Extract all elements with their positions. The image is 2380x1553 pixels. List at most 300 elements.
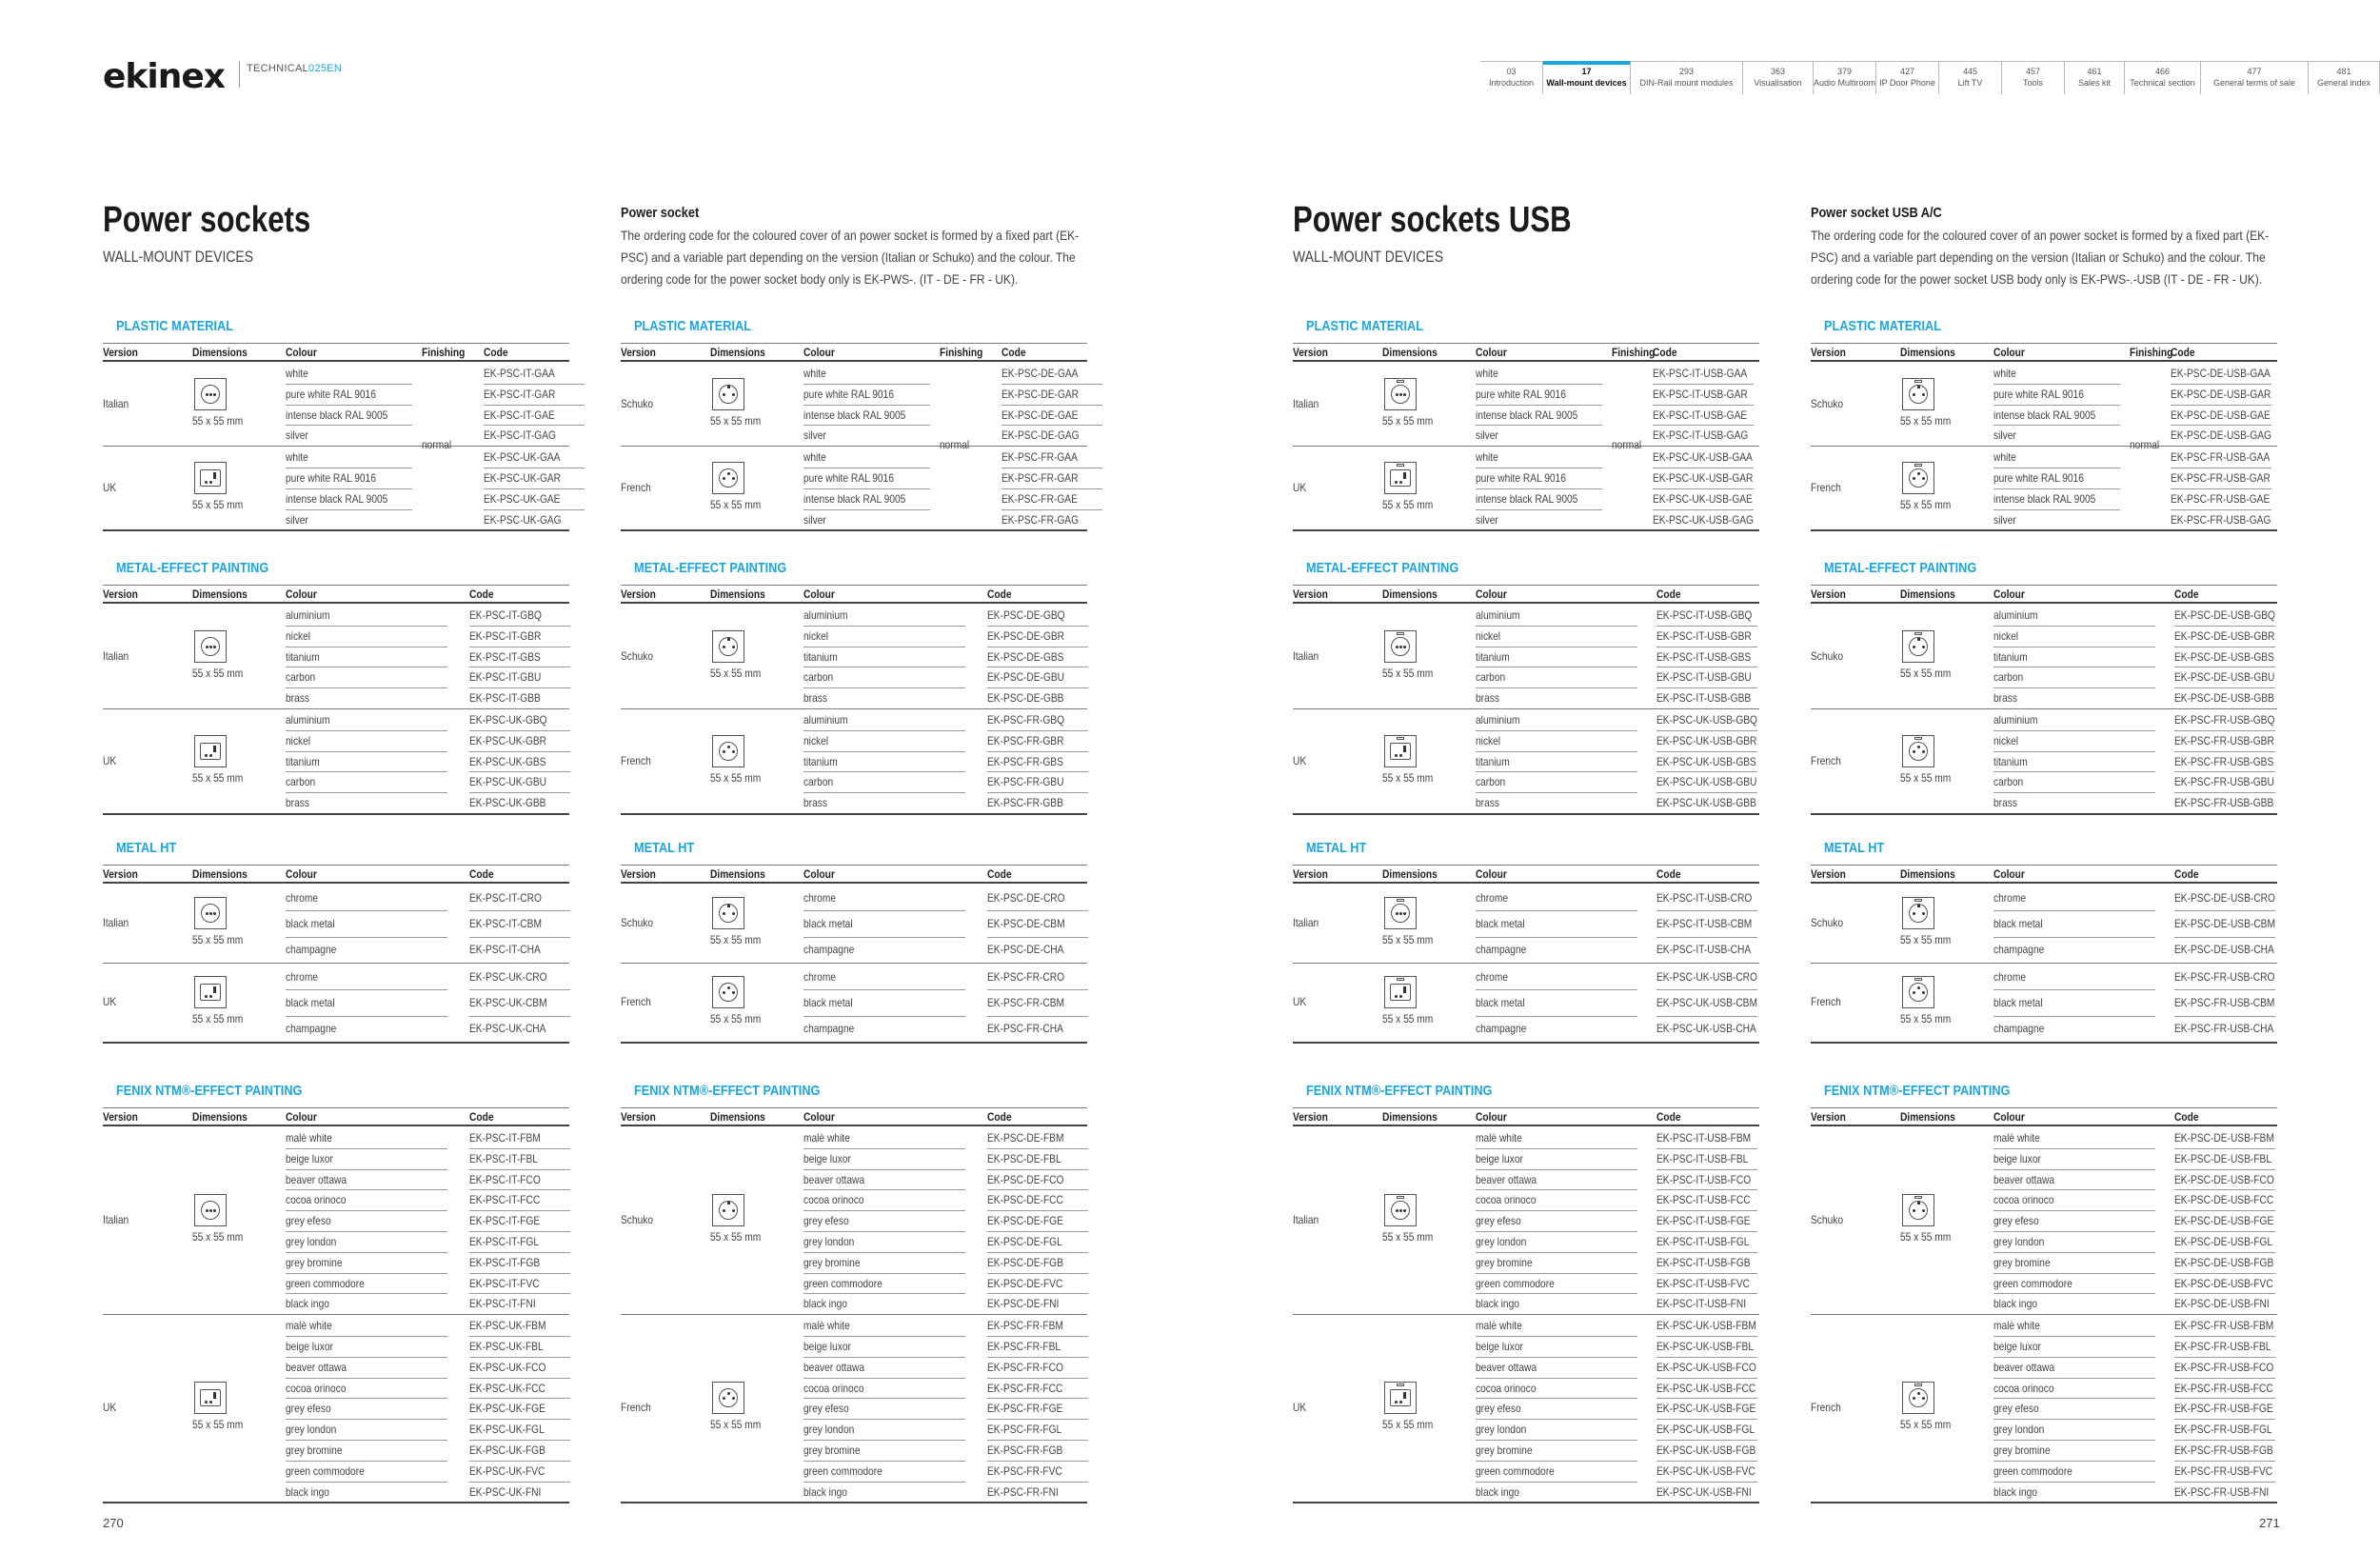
colour-cell: beaver ottawa <box>1476 1360 1537 1374</box>
header-colour: Colour <box>1993 1110 2025 1124</box>
row-rule <box>803 1189 965 1190</box>
code-prefix: EK-PSC-IT-USB- <box>1656 943 1731 957</box>
nav-item[interactable] <box>2309 62 2380 94</box>
row-rule <box>2174 626 2275 627</box>
code-prefix: EK-PSC-UK- <box>469 712 526 727</box>
row-rule <box>2174 751 2275 752</box>
code-cell <box>2174 1235 2272 1248</box>
code-cell <box>469 1131 541 1145</box>
code-suffix: FBL <box>520 1151 538 1165</box>
colour-cell: chrome <box>803 890 837 905</box>
row-rule <box>286 1378 447 1379</box>
socket-face-icon <box>200 743 221 760</box>
code-cell <box>469 1340 544 1353</box>
code-prefix: EK-PSC-DE-USB- <box>2174 916 2254 930</box>
nav-item[interactable] <box>1876 62 1939 94</box>
socket-pin-icon <box>723 750 725 753</box>
earth-clip-icon <box>1917 905 1920 907</box>
row-rule <box>987 1148 1088 1149</box>
code-suffix: GAR <box>534 387 556 401</box>
code-prefix: EK-PSC-FR-USB- <box>2174 1022 2253 1036</box>
code-suffix: FNI <box>520 1297 536 1311</box>
colour-cell: grey bromine <box>286 1255 343 1269</box>
row-rule <box>987 1461 1088 1462</box>
colour-cell: beige luxor <box>1476 1339 1523 1353</box>
colour-cell: intense black RAL 9005 <box>803 408 906 422</box>
code-suffix: GBU <box>520 670 542 685</box>
code-prefix: EK-PSC-DE- <box>987 670 1043 685</box>
socket-icon <box>1902 735 1934 767</box>
code-prefix: EK-PSC-FR- <box>987 1022 1043 1036</box>
earth-slot-icon <box>213 1392 216 1399</box>
socket-pin-icon <box>1922 750 1925 753</box>
code-prefix: EK-PSC-DE-USB- <box>2171 408 2251 422</box>
version-label: French <box>621 1401 651 1415</box>
row-rule <box>2174 1440 2275 1441</box>
code-suffix: GAE <box>2249 491 2271 506</box>
row-rule <box>469 1148 570 1149</box>
header-code: Code <box>987 867 1012 881</box>
code-prefix: EK-PSC-UK- <box>469 995 526 1009</box>
nav-item[interactable] <box>2065 62 2125 94</box>
code-suffix: GAR <box>2249 470 2271 485</box>
code-suffix: FGL <box>1735 1423 1755 1437</box>
version-label: UK <box>103 994 117 1008</box>
section-title: FENIX NTM®-EFFECT PAINTING <box>1306 1083 1493 1099</box>
row-rule <box>286 1419 447 1420</box>
code-cell <box>1656 650 1751 664</box>
code-cell <box>1656 1214 1751 1227</box>
colour-cell: grey bromine <box>1993 1255 2051 1269</box>
nav-item[interactable] <box>1939 62 2002 94</box>
socket-pin-icon <box>213 646 216 648</box>
colour-cell: malè white <box>286 1319 332 1333</box>
nav-item[interactable] <box>1814 62 1876 94</box>
usb-port-icon <box>1397 978 1404 981</box>
colour-cell: nickel <box>803 733 829 747</box>
code-prefix: EK-PSC-UK-USB- <box>1656 796 1736 810</box>
code-suffix: FBL <box>1735 1339 1755 1353</box>
row-rule <box>1656 771 1757 772</box>
colour-cell: malè white <box>803 1319 850 1333</box>
nav-item[interactable] <box>1543 61 1631 94</box>
code-suffix: FVC <box>520 1276 540 1290</box>
code-prefix: EK-PSC-UK- <box>484 512 540 527</box>
code-prefix: EK-PSC-DE-USB- <box>2171 428 2251 443</box>
code-cell <box>1002 450 1078 464</box>
socket-pin-icon <box>206 912 208 915</box>
header-dimensions: Dimensions <box>1900 587 1955 601</box>
row-rule <box>484 384 585 385</box>
nav-item[interactable] <box>1631 62 1743 94</box>
tag-prefix: TECHNICAL <box>247 63 309 74</box>
row-rule <box>286 1293 447 1294</box>
table-bottom-rule <box>1811 1502 2277 1503</box>
nav-item[interactable] <box>2125 62 2201 94</box>
version-label: UK <box>103 1401 117 1415</box>
socket-pin-icon <box>723 991 725 994</box>
header-code: Code <box>987 1110 1012 1124</box>
code-prefix: EK-PSC-UK- <box>469 1463 526 1478</box>
dimension-label: 55 x 55 mm <box>710 1230 762 1244</box>
code-cell <box>2174 1214 2273 1227</box>
row-rule <box>1656 1482 1757 1483</box>
colour-cell: brass <box>803 796 827 810</box>
code-suffix: GBB <box>520 691 541 706</box>
colour-cell: silver <box>286 428 308 443</box>
colour-cell: nickel <box>286 733 311 747</box>
usb-port-icon <box>1397 1196 1404 1199</box>
code-suffix: CRO <box>2253 890 2275 905</box>
header-dimensions: Dimensions <box>710 587 765 601</box>
code-suffix: GAA <box>1057 450 1078 465</box>
code-prefix: EK-PSC-IT- <box>484 428 535 443</box>
code-suffix: FCC <box>1042 1381 1063 1395</box>
dimension-label: 55 x 55 mm <box>1900 1230 1952 1244</box>
header-colour: Colour <box>1993 346 2025 359</box>
row-rule <box>2174 937 2275 938</box>
row-rule <box>286 1440 447 1441</box>
colour-cell: black ingo <box>1476 1484 1519 1499</box>
code-cell <box>1656 1361 1756 1374</box>
nav-page-number: 363 <box>1770 67 1786 76</box>
earth-slot-icon <box>213 472 216 479</box>
code-prefix: EK-PSC-IT-USB- <box>1653 366 1727 380</box>
nav-item[interactable] <box>2002 62 2065 94</box>
dimension-label: 55 x 55 mm <box>192 666 244 680</box>
colour-cell: grey london <box>803 1423 855 1437</box>
code-suffix: GBQ <box>525 712 547 727</box>
code-suffix: FBM <box>1042 1319 1063 1333</box>
row-rule <box>1993 1210 2155 1211</box>
header-version: Version <box>621 1110 656 1124</box>
code-suffix: FGB <box>2252 1443 2273 1457</box>
header-code: Code <box>1656 1110 1681 1124</box>
header-dimensions: Dimensions <box>710 346 765 359</box>
colour-cell: grey efeso <box>286 1214 331 1228</box>
code-prefix: EK-PSC-IT- <box>469 1214 521 1228</box>
header-top-rule <box>621 585 1087 586</box>
nav-item[interactable] <box>2201 62 2309 94</box>
code-prefix: EK-PSC-IT-USB- <box>1656 1276 1731 1290</box>
code-cell <box>2171 388 2271 401</box>
version-label: Schuko <box>1811 915 1844 929</box>
code-suffix: FGL <box>1042 1423 1062 1437</box>
code-suffix: GBU <box>1042 670 1065 685</box>
socket-pin-icon <box>209 995 212 998</box>
code-prefix: EK-PSC-FR- <box>987 733 1043 747</box>
nav-page-number: 481 <box>2336 67 2351 76</box>
code-prefix: EK-PSC-DE- <box>987 649 1043 664</box>
row-rule <box>1656 1440 1757 1441</box>
dimension-label: 55 x 55 mm <box>1382 770 1434 785</box>
row-rule <box>286 425 412 426</box>
row-rule <box>803 687 965 688</box>
header-rule <box>1811 1125 2277 1126</box>
colour-cell: silver <box>1993 428 2016 443</box>
row-rule <box>1653 488 1754 489</box>
code-suffix: FBL <box>525 1339 544 1353</box>
colour-cell: grey london <box>1476 1423 1527 1437</box>
dimension-label: 55 x 55 mm <box>192 413 244 428</box>
code-prefix: EK-PSC-UK- <box>469 969 526 984</box>
colour-cell: black ingo <box>803 1297 847 1311</box>
colour-cell: pure white RAL 9016 <box>1476 470 1566 485</box>
colour-cell: grey london <box>286 1423 337 1437</box>
row-rule <box>987 751 1088 752</box>
code-cell <box>1656 943 1751 956</box>
row-rule <box>803 1336 965 1337</box>
row-rule <box>469 989 570 990</box>
group-rule <box>621 1314 1087 1315</box>
dimension-label: 55 x 55 mm <box>1382 666 1434 680</box>
colour-cell: green commodore <box>1476 1276 1555 1290</box>
row-rule <box>1476 488 1602 489</box>
colour-cell: grey bromine <box>803 1255 861 1269</box>
header-top-rule <box>103 585 569 586</box>
usb-port-icon <box>1397 737 1404 740</box>
code-prefix: EK-PSC-DE-USB- <box>2174 670 2254 685</box>
row-rule <box>286 1016 447 1017</box>
colour-cell: grey bromine <box>1993 1443 2051 1457</box>
code-prefix: EK-PSC-IT-USB- <box>1653 428 1727 443</box>
row-rule <box>1993 1482 2155 1483</box>
code-cell <box>2171 428 2271 442</box>
nav-page-number: 445 <box>1962 67 1978 76</box>
code-suffix: FBL <box>2253 1151 2272 1165</box>
code-cell <box>1656 1152 1748 1165</box>
dimension-label: 55 x 55 mm <box>1382 413 1434 428</box>
version-label: UK <box>103 480 117 494</box>
colour-cell: white <box>1476 450 1498 465</box>
code-prefix: EK-PSC-DE- <box>987 1297 1043 1311</box>
code-prefix: EK-PSC-FR-USB- <box>2174 1463 2253 1478</box>
row-rule <box>2174 730 2275 731</box>
colour-cell: pure white RAL 9016 <box>286 387 376 401</box>
code-cell <box>2171 408 2271 422</box>
code-cell <box>484 408 555 422</box>
colour-cell: champagne <box>1476 943 1527 957</box>
code-suffix: GAA <box>1057 366 1079 380</box>
row-rule <box>1993 425 2120 426</box>
row-rule <box>1476 751 1637 752</box>
code-cell <box>1653 450 1753 464</box>
row-rule <box>803 384 930 385</box>
colour-cell: brass <box>803 691 827 706</box>
socket-icon <box>1384 630 1417 663</box>
code-cell <box>1653 513 1754 527</box>
code-cell <box>1656 755 1756 768</box>
code-prefix: EK-PSC-UK- <box>469 1339 526 1353</box>
colour-cell: grey london <box>1476 1234 1527 1248</box>
row-rule <box>1656 1210 1757 1211</box>
row-rule <box>1656 1273 1757 1274</box>
row-rule <box>2174 1273 2275 1274</box>
colour-cell: silver <box>803 512 826 527</box>
row-rule <box>2174 1148 2275 1149</box>
code-cell <box>469 996 547 1009</box>
header-rule <box>621 360 1087 362</box>
code-suffix: CRO <box>2252 969 2275 984</box>
code-cell <box>987 670 1064 684</box>
code-prefix: EK-PSC-UK- <box>484 450 540 465</box>
code-suffix: GBR <box>1042 628 1065 643</box>
code-suffix: GAA <box>539 450 561 465</box>
row-rule <box>987 687 1088 688</box>
code-suffix: FNI <box>2253 1297 2270 1311</box>
code-suffix: GAG <box>1726 428 1749 443</box>
colour-cell: brass <box>286 796 309 810</box>
code-cell <box>987 1340 1061 1353</box>
code-prefix: EK-PSC-UK-USB- <box>1656 1402 1736 1416</box>
intro-title: Power socket <box>621 205 700 221</box>
intro-block-right <box>1811 205 2282 290</box>
row-rule <box>1993 730 2155 731</box>
row-rule <box>987 792 1088 793</box>
row-rule <box>803 1273 965 1274</box>
row-rule <box>469 1189 570 1190</box>
dimension-label: 55 x 55 mm <box>192 770 244 785</box>
row-rule <box>2174 1482 2275 1483</box>
socket-icon <box>712 630 744 663</box>
row-rule <box>469 1336 570 1337</box>
code-cell <box>2174 670 2274 684</box>
code-cell <box>469 1173 541 1186</box>
code-cell <box>987 1297 1059 1310</box>
version-label: Schuko <box>621 915 654 929</box>
row-rule <box>1656 1016 1757 1017</box>
code-prefix: EK-PSC-UK-USB- <box>1656 1319 1736 1333</box>
colour-cell: pure white RAL 9016 <box>286 470 376 485</box>
row-rule <box>1656 1231 1757 1232</box>
code-prefix: EK-PSC-FR-USB- <box>2174 1381 2253 1395</box>
code-cell <box>1656 1485 1752 1499</box>
colour-cell: cocoa orinoco <box>803 1193 864 1207</box>
code-cell <box>1656 917 1752 930</box>
code-cell <box>2174 775 2274 788</box>
version-label: French <box>1811 480 1841 494</box>
code-suffix: GBS <box>525 754 546 768</box>
row-rule <box>286 730 447 731</box>
code-suffix: GAR <box>1057 387 1080 401</box>
row-rule <box>286 1231 447 1232</box>
dimension-label: 55 x 55 mm <box>1900 497 1952 511</box>
row-rule <box>2171 405 2271 406</box>
colour-cell: black ingo <box>1993 1484 2037 1499</box>
nav-label: DIN-Rail mount modules <box>1639 78 1734 88</box>
socket-face-icon <box>1909 983 1928 1002</box>
code-prefix: EK-PSC-IT- <box>469 943 521 957</box>
colour-cell: cocoa orinoco <box>1993 1193 2054 1207</box>
colour-cell: chrome <box>1476 969 1509 984</box>
colour-cell: grey bromine <box>1476 1443 1533 1457</box>
code-suffix: GBQ <box>1730 607 1753 622</box>
code-cell <box>1656 1443 1755 1457</box>
socket-pin-icon <box>1913 646 1915 648</box>
code-cell <box>987 775 1063 788</box>
nav-item[interactable] <box>1743 62 1814 94</box>
row-rule <box>1993 405 2120 406</box>
colour-cell: nickel <box>803 628 829 643</box>
code-suffix: CBM <box>2253 916 2275 930</box>
colour-cell: black metal <box>286 916 335 930</box>
socket-pin-icon <box>732 477 735 480</box>
row-rule <box>987 1231 1088 1232</box>
code-cell <box>469 1235 539 1248</box>
row-rule <box>987 1482 1088 1483</box>
nav-item[interactable] <box>1480 62 1543 94</box>
colour-cell: beige luxor <box>286 1151 333 1165</box>
section-title: PLASTIC MATERIAL <box>1824 318 1942 334</box>
code-suffix: FCO <box>1042 1360 1063 1374</box>
code-cell <box>1653 492 1753 506</box>
row-rule <box>1476 509 1602 510</box>
table-bottom-rule <box>1811 1042 2277 1044</box>
code-cell <box>2174 1382 2273 1395</box>
row-rule <box>286 751 447 752</box>
row-rule <box>987 1273 1088 1274</box>
row-rule <box>469 1252 570 1253</box>
row-rule <box>1993 1016 2155 1017</box>
code-prefix: EK-PSC-DE- <box>1002 428 1058 443</box>
code-suffix: GAA <box>1732 450 1753 465</box>
code-suffix: GBS <box>2252 754 2274 768</box>
header-code: Code <box>469 867 494 881</box>
intro-text: The ordering code for the coloured cover of an power socket is formed by a fixed part (EK-PSC) and a variable part depending on the version (Italian or Schuko) and the colour. The ordering code for the power socket body only is EK-PWS-. (IT - DE - FR - UK). <box>621 228 1080 287</box>
socket-icon <box>712 735 744 767</box>
code-prefix: EK-PSC-FR- <box>987 995 1043 1009</box>
code-cell <box>987 691 1063 705</box>
version-label: Italian <box>1293 648 1319 663</box>
code-suffix: FGE <box>1042 1214 1063 1228</box>
colour-cell: beige luxor <box>1476 1151 1523 1165</box>
row-rule <box>987 989 1088 990</box>
code-suffix: CRO <box>1042 890 1065 905</box>
dimension-label: 55 x 55 mm <box>1900 1011 1952 1025</box>
code-prefix: EK-PSC-DE-USB- <box>2174 1297 2254 1311</box>
row-rule <box>803 1169 965 1170</box>
earth-clip-icon <box>1917 638 1920 641</box>
code-suffix: GAG <box>1732 512 1754 527</box>
code-prefix: EK-PSC-UK- <box>469 1022 526 1036</box>
colour-cell: champagne <box>286 1022 337 1036</box>
code-suffix: GAG <box>2249 512 2271 527</box>
socket-pin-icon <box>1399 646 1402 648</box>
code-prefix: EK-PSC-DE- <box>987 890 1043 905</box>
colour-cell: champagne <box>803 1022 855 1036</box>
code-cell <box>1656 1464 1755 1478</box>
row-rule <box>1653 425 1754 426</box>
code-cell <box>2174 1022 2273 1035</box>
socket-icon <box>194 1194 227 1226</box>
socket-pin-icon <box>1913 393 1915 396</box>
code-cell <box>987 1319 1063 1332</box>
code-cell <box>1656 691 1751 705</box>
row-rule <box>1476 1273 1637 1274</box>
colour-cell: malè white <box>803 1130 850 1145</box>
row-rule <box>2174 1398 2275 1399</box>
colour-cell: nickel <box>1993 733 2019 747</box>
code-suffix: GBB <box>1042 691 1064 706</box>
code-prefix: EK-PSC-DE-USB- <box>2174 1172 2254 1186</box>
code-cell <box>987 1256 1063 1269</box>
row-rule <box>1002 425 1102 426</box>
row-rule <box>2174 1016 2275 1017</box>
colour-cell: beaver ottawa <box>803 1172 865 1186</box>
colour-cell: titanium <box>803 754 838 768</box>
section-title: FENIX NTM®-EFFECT PAINTING <box>116 1083 303 1099</box>
code-prefix: EK-PSC-IT-USB- <box>1656 691 1731 706</box>
